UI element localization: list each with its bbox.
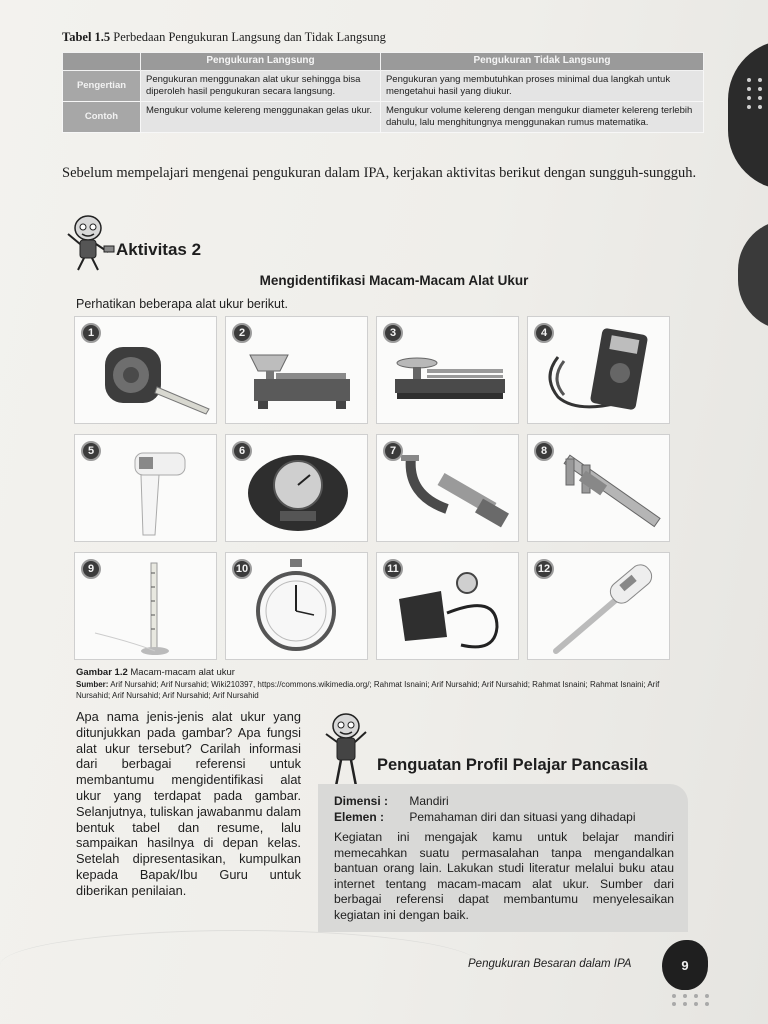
tile-number: 11 [383,559,403,579]
tool-tile-4 [527,316,670,424]
profile-body: Kegiatan ini mengajak kamu untuk belajar mandiri memecahkan suatu permasalahan tanpa mengandalkan bantuan orang lain. Lakukan studi literatur melalui buku atau internet tentang macam-macam alat ukur. Sumber dari berbagai referensi dapat membantumu menyelesaikan kegiatan ini dengan baik. [334,830,674,922]
mascot-icon [320,710,372,790]
table-row [63,71,704,102]
table-cell: Pengukuran menggunakan alat ukur sehingga bisa diperoleh hasil pengukuran secara langsung. [141,71,381,102]
decorative-dots [672,994,712,1006]
figure-caption-text: Macam-macam alat ukur [130,667,235,678]
tile-number: 12 [534,559,554,579]
tool-tile-11 [376,552,519,660]
profile-box [318,784,688,932]
mascot-icon [64,212,120,274]
comparison-table [62,52,704,133]
activity-instruction: Perhatikan beberapa alat ukur berikut. [76,297,288,311]
figure-caption [76,667,235,678]
tile-number: 7 [383,441,403,461]
row-header-pengertian: Pengertian [63,71,141,102]
tile-number: 2 [232,323,252,343]
tile-number: 8 [534,441,554,461]
tool-tile-1 [74,316,217,424]
table-cell: Mengukur volume kelereng dengan mengukur diameter kelereng terlebih dahulu, lalu menghitungnya menggunakan rumus matematika. [380,101,703,132]
dimensi-value: Mandiri [409,794,449,808]
activity-subtitle: Mengidentifikasi Macam-Macam Alat Ukur [259,273,529,288]
measuring-tools-grid [74,316,678,660]
figure-source-text: Arif Nursahid; Arif Nursahid; Wiki210397, https://commons.wikimedia.org/; Rahmat Isnaini; Arif Nursahid; Arif Nursahid; Rahmat Isnaini; Rahmat Isnaini; Arif Nursahid; Arif Nursahid; Arif Nursahid; Arif Nursahid [76,680,660,700]
tool-tile-7 [376,434,519,542]
decorative-swirl [0,930,480,1000]
table-caption-label: Tabel 1.5 [62,30,111,44]
tool-tile-2 [225,316,368,424]
decorative-dots [747,78,764,109]
table-caption-text: Perbedaan Pengukuran Langsung dan Tidak Langsung [113,30,386,44]
tile-number: 4 [534,323,554,343]
activity-title: Aktivitas 2 [116,240,202,259]
tile-number: 3 [383,323,403,343]
elemen-label: Elemen : [334,810,385,824]
decorative-blob [728,40,768,190]
table-header-tidak-langsung: Pengukuran Tidak Langsung [380,53,703,71]
dimensi-label: Dimensi : [334,794,389,808]
question-paragraph: Apa nama jenis-jenis alat ukur yang ditunjukkan pada gambar? Apa fungsi alat ukur tersebut? Carilah informasi dari berbagai referensi untuk membantumu mengidentifikasi alat ukur yang terdapat pada gambar. Selanjutnya, tuliskan jawabanmu dalam bentuk tabel dan resume, lalu sampaikan hasilnya di depan kelas. Setelah dipresentasikan, kumpulkan kepada Bapak/Ibu Guru untuk diberikan penilaian. [76,709,301,898]
page-number-badge [662,940,708,990]
dimensi-row [334,794,674,809]
figure-source [76,680,666,701]
table-cell: Pengukuran yang membutuhkan proses minimal dua langkah untuk mengetahui hasil yang diukur. [380,71,703,102]
elemen-row [334,810,674,825]
table-row [63,101,704,132]
tile-number: 9 [81,559,101,579]
intro-paragraph: Sebelum mempelajari mengenai pengukuran dalam IPA, kerjakan aktivitas berikut dengan sungguh-sungguh. [62,165,697,181]
tile-number: 1 [81,323,101,343]
row-header-contoh: Contoh [63,101,141,132]
chapter-title: Pengukuran Besaran dalam IPA [468,958,632,970]
tool-tile-10 [225,552,368,660]
tool-tile-8 [527,434,670,542]
tool-tile-3 [376,316,519,424]
profile-title: Penguatan Profil Pelajar Pancasila [377,756,648,774]
table-caption [62,30,386,45]
table-cell: Mengukur volume kelereng menggunakan gelas ukur. [141,101,381,132]
tile-number: 10 [232,559,252,579]
elemen-value: Pemahaman diri dan situasi yang dihadapi [409,810,636,824]
table-corner [63,53,141,71]
tile-number: 5 [81,441,101,461]
figure-source-label: Sumber: [76,680,109,689]
page-number: 9 [681,957,689,973]
table-header-langsung: Pengukuran Langsung [141,53,381,71]
tile-number: 6 [232,441,252,461]
figure-caption-label: Gambar 1.2 [76,667,128,678]
tool-tile-12 [527,552,670,660]
tool-tile-9 [74,552,217,660]
tool-tile-6 [225,434,368,542]
tool-tile-5 [74,434,217,542]
